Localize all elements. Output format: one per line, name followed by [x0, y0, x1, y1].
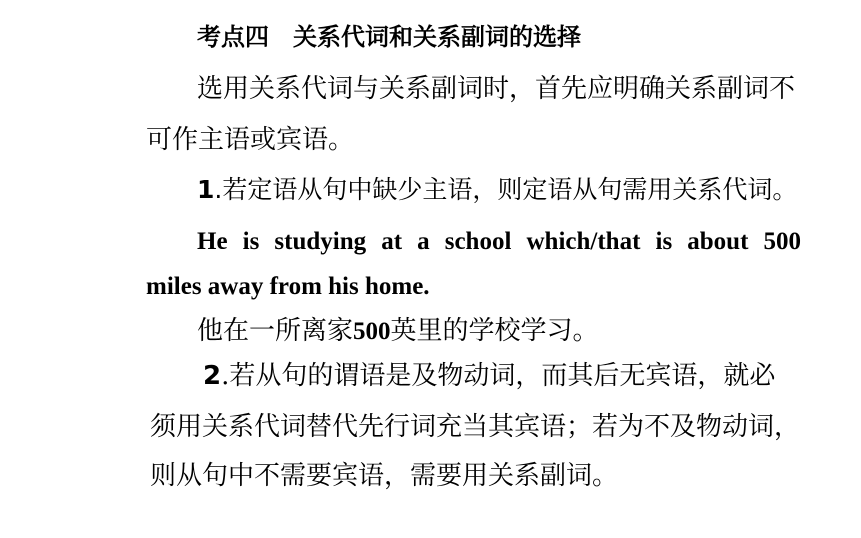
rule-1 — [197, 177, 797, 202]
example-1-chinese — [197, 318, 599, 344]
rule-1-number: 1 — [197, 175, 215, 204]
intro-line-1: 选用关系代词与关系副词时，首先应明确关系副词不 — [197, 74, 796, 104]
rule-2-number: 2 — [203, 361, 222, 391]
example-1-english-line-2: miles away from his home. — [146, 273, 430, 300]
example-1-chinese-after: 英里的学校学习。 — [390, 316, 599, 346]
rule-2-line-3: 则从句中不需要宾语，需要用关系副词。 — [150, 461, 619, 491]
example-1-english-line-1: He is studying at a school which/that is about 500 — [197, 228, 801, 255]
rule-2-line-1-text: .若从句的谓语是及物动词，而其后无宾语，就必 — [221, 361, 776, 391]
rule-2-line-2: 须用关系代词替代先行词充当其宾语；若为不及物动词， — [150, 412, 801, 442]
example-1-chinese-before: 他在一所离家 — [197, 316, 354, 346]
section-heading: 考点四 关系代词和关系副词的选择 — [197, 23, 581, 51]
rule-1-text: .若定语从句中缺少主语，则定语从句需用关系代词。 — [214, 175, 798, 204]
intro-line-2: 可作主语或宾语。 — [146, 125, 355, 155]
example-1-chinese-number: 500 — [353, 318, 391, 345]
rule-2-line-1 — [203, 363, 775, 389]
